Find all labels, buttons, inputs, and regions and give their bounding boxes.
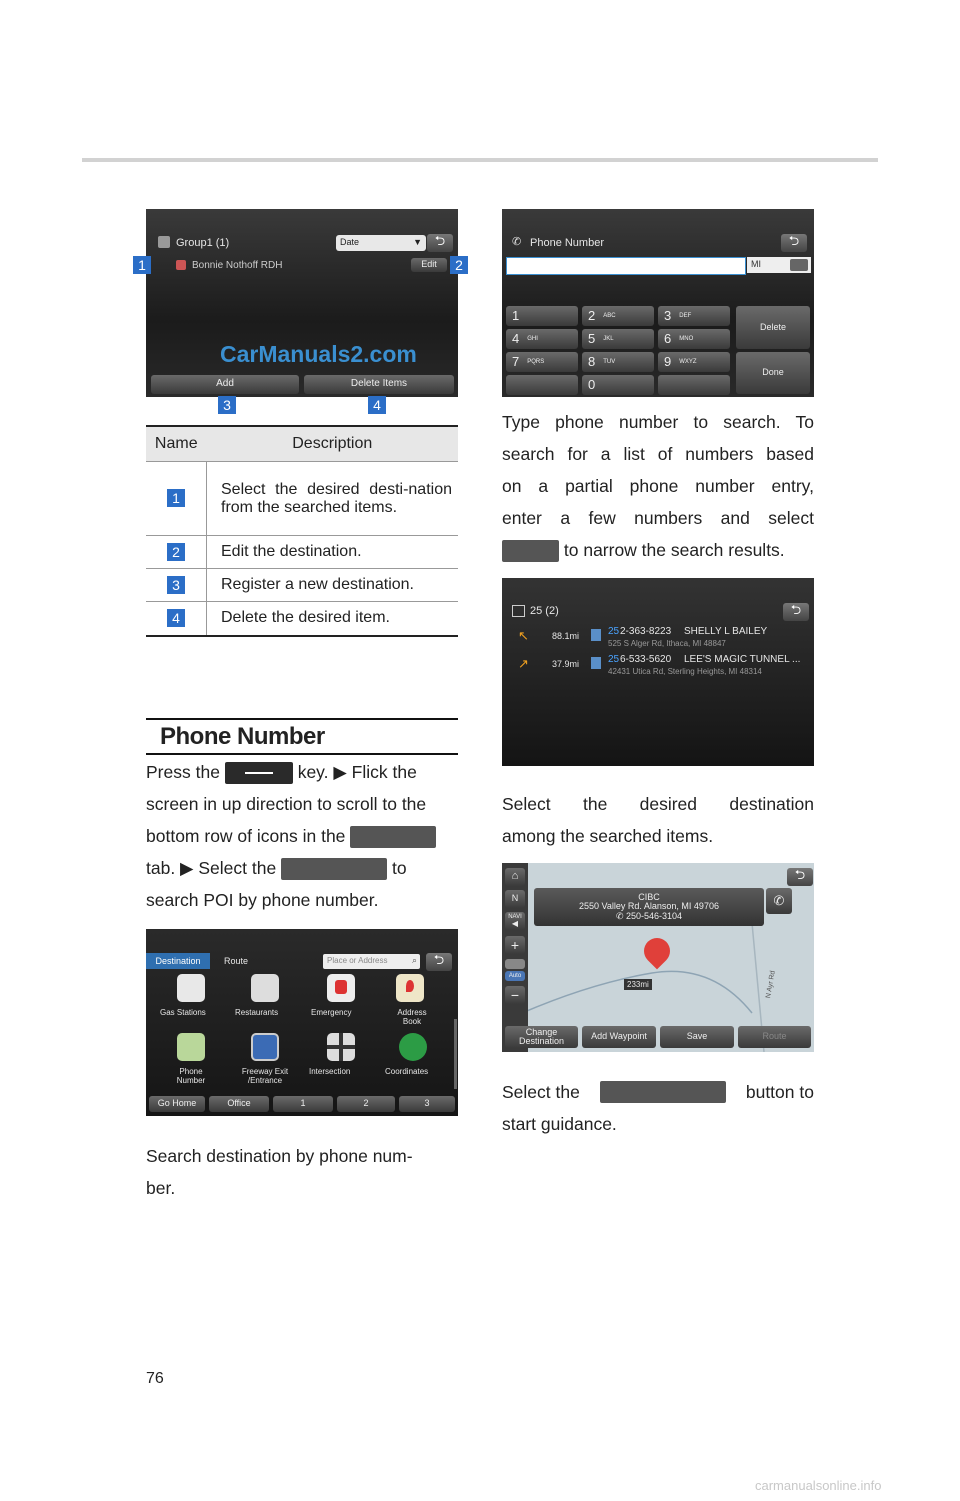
header-name: Name	[146, 426, 207, 462]
row-number: 3	[167, 576, 185, 594]
icon-label: Address Book	[397, 1008, 427, 1026]
right-instructions: Type phone number to search. To search for a list of numbers based on a partial phone number entry, enter a few numbers and select to narrow the search results.	[502, 406, 814, 566]
key-digit: 8	[588, 354, 596, 370]
row-number: 1	[167, 489, 185, 507]
callout-2: 2	[450, 256, 468, 274]
result-address: 42431 Utica Rd, Sterling Heights, MI 48314	[608, 667, 762, 676]
gas-station-icon[interactable]	[177, 974, 205, 1002]
back-icon[interactable]: ⮌	[427, 234, 453, 252]
road-label: N Ayr Rd	[765, 970, 777, 999]
icon-label: Freeway Exit /Entrance	[241, 1067, 289, 1085]
back-icon[interactable]: ⮌	[426, 953, 452, 971]
scrollbar[interactable]	[454, 1019, 457, 1089]
key-letters: JKL	[603, 335, 614, 342]
map-screen	[502, 863, 814, 1052]
result-distance: 88.1mi	[552, 631, 580, 641]
key-digit: 6	[664, 331, 672, 347]
coordinates-icon[interactable]	[399, 1033, 427, 1061]
tab-route[interactable]: Route	[224, 956, 249, 966]
home-icon[interactable]: ⌂	[505, 868, 525, 886]
keypad-key[interactable]	[658, 306, 730, 326]
back-icon[interactable]: ⮌	[781, 234, 807, 252]
distance-flag: 233mi	[624, 979, 652, 990]
key-digit: 7	[512, 354, 520, 370]
right-final-caption: Select the button to start guidance.	[502, 1082, 814, 1134]
key-letters: TUV	[603, 358, 616, 365]
office-button[interactable]: Office	[209, 1096, 269, 1112]
row-number: 2	[167, 543, 185, 561]
auto-zoom-button[interactable]: Auto	[505, 971, 525, 981]
route-key	[600, 1081, 726, 1103]
scale-indicator	[505, 959, 525, 969]
edit-button[interactable]: Edit	[411, 258, 447, 272]
keypad-key[interactable]	[506, 329, 578, 349]
back-icon[interactable]: ⮌	[787, 868, 813, 886]
navi-volume-button[interactable]: NAVI ◀	[505, 912, 525, 930]
key-letters: DEF	[679, 312, 692, 319]
table-header	[146, 426, 458, 462]
back-icon[interactable]: ⮌	[783, 603, 809, 621]
header-rule	[82, 158, 878, 162]
phone-type-icon	[591, 629, 601, 641]
result-name: LEE'S MAGIC TUNNEL ...	[684, 654, 801, 665]
shortcut-3-button[interactable]: 3	[399, 1096, 455, 1112]
phone-keypad-screen	[502, 209, 814, 397]
result-phone-prefix: 25	[608, 626, 620, 637]
left-instructions: Press the key. ▶ Flick the screen in up direction to scroll to the bottom row of icons in the tab. ▶ Select the to search POI by phone number.	[146, 756, 458, 916]
destination-tab-key	[350, 826, 436, 848]
add-button[interactable]: Add	[151, 375, 299, 394]
freeway-icon[interactable]	[251, 1033, 279, 1061]
right-caption: Select the desired destination among the searched items.	[502, 794, 814, 846]
address-book-screen	[146, 209, 458, 397]
phone-icon[interactable]	[177, 1033, 205, 1061]
search-results-screen	[502, 578, 814, 766]
zoom-in-button[interactable]: +	[505, 936, 525, 954]
done-key	[502, 540, 559, 562]
callout-1: 1	[133, 256, 151, 274]
delete-items-button[interactable]: Delete Items	[304, 375, 454, 394]
emergency-icon[interactable]	[327, 974, 355, 1002]
change-destination-button[interactable]: Change Destination	[505, 1026, 578, 1048]
watermark: CarManuals2.com	[220, 341, 417, 367]
place-phone: ✆ 250-546-3104	[615, 910, 683, 921]
keypad-key[interactable]	[506, 352, 578, 372]
section-title: Phone Number	[146, 718, 458, 755]
sort-dropdown[interactable]	[336, 235, 426, 251]
page-number: 76	[146, 1370, 164, 1387]
icon-label: Phone Number	[176, 1067, 206, 1085]
intersection-icon[interactable]	[327, 1033, 355, 1061]
speaker-icon: ◀	[511, 918, 519, 928]
list-icon	[512, 605, 525, 617]
phone-icon: ✆	[512, 236, 522, 248]
contact-name[interactable]: Bonnie Nothoff RDH	[192, 260, 283, 271]
table-row	[146, 602, 458, 636]
keypad-key[interactable]	[582, 352, 654, 372]
keypad-key[interactable]	[506, 306, 578, 326]
key-digit: 1	[512, 308, 520, 324]
icon-label: Restaurants	[235, 1008, 279, 1017]
row-number: 4	[167, 609, 185, 627]
row-description: Register a new destination.	[207, 569, 459, 602]
direction-arrow-icon: ↗	[518, 656, 529, 671]
shortcut-1-button[interactable]: 1	[273, 1096, 333, 1112]
icon-label: Gas Stations	[160, 1008, 206, 1017]
callout-3: 3	[218, 396, 236, 414]
delete-button[interactable]: Delete	[736, 306, 810, 349]
key-digit: 2	[588, 308, 596, 324]
place-info-panel[interactable]	[534, 888, 764, 926]
key-digit: 0	[588, 377, 596, 393]
key-letters: ABC	[603, 312, 616, 319]
destination-menu-screen	[146, 929, 458, 1116]
result-phone: 2-363-8223	[620, 626, 672, 637]
icon-label: Coordinates	[385, 1067, 429, 1076]
row-description: Delete the desired item.	[207, 602, 459, 636]
group-title: Group1 (1)	[176, 237, 230, 249]
screen-title: Phone Number	[530, 237, 604, 249]
footer-watermark: carmanualsonline.info	[755, 1478, 882, 1493]
keypad-key[interactable]	[658, 375, 730, 395]
sort-value: Date	[340, 237, 360, 248]
call-button[interactable]: ✆	[766, 888, 792, 914]
place-address: 2550 Valley Rd. Alanson, MI 49706	[579, 901, 719, 912]
shortcut-2-button[interactable]: 2	[337, 1096, 395, 1112]
chevron-down-icon: ▼	[413, 237, 422, 248]
place-name: CIBC	[638, 891, 660, 902]
add-waypoint-button[interactable]: Add Waypoint	[582, 1026, 656, 1048]
header-description: Description	[207, 426, 459, 462]
key-letters: MNO	[679, 335, 694, 342]
key-letters: GHI	[527, 335, 538, 342]
restaurant-icon[interactable]	[251, 974, 279, 1002]
phone-number-key	[281, 858, 387, 880]
save-button[interactable]: Save	[660, 1026, 734, 1048]
go-home-button[interactable]: Go Home	[149, 1096, 205, 1112]
row-description: Edit the destination.	[207, 536, 459, 569]
result-name: SHELLY L BAILEY	[684, 626, 768, 637]
keypad-key[interactable]	[658, 352, 730, 372]
folder-icon	[158, 236, 170, 248]
key-digit: 5	[588, 331, 596, 347]
keypad-key[interactable]	[658, 329, 730, 349]
key-digit: 3	[664, 308, 672, 324]
done-button[interactable]: Done	[736, 352, 810, 394]
keypad-key[interactable]	[582, 329, 654, 349]
keypad-key[interactable]	[582, 306, 654, 326]
description-table	[146, 425, 458, 637]
phone-type-icon	[591, 657, 601, 669]
contact-icon	[176, 260, 186, 270]
north-up-button[interactable]: N	[505, 890, 525, 908]
keypad-key[interactable]	[506, 375, 578, 395]
key-digit: 4	[512, 331, 520, 347]
route-button[interactable]: Route	[738, 1026, 811, 1048]
address-book-icon[interactable]	[396, 974, 424, 1002]
nav-key	[225, 762, 293, 784]
result-phone: 6-533-5620	[620, 654, 672, 665]
phone-icon: ✆	[615, 910, 626, 921]
tab-destination[interactable]: Destination	[146, 953, 210, 969]
icon-label: Emergency	[311, 1008, 352, 1017]
state-button[interactable]	[790, 259, 808, 271]
row-description: Select the desired desti-nation from the searched items.	[207, 462, 459, 536]
phone-input[interactable]	[506, 257, 746, 275]
callout-4: 4	[368, 396, 386, 414]
table-row	[146, 536, 458, 569]
keypad-key[interactable]	[582, 375, 654, 395]
zoom-out-button[interactable]: −	[505, 986, 525, 1004]
screen-title: 25 (2)	[530, 605, 559, 617]
result-phone-prefix: 25	[608, 654, 620, 665]
state-select[interactable]: MI	[747, 257, 811, 273]
search-input[interactable]: Place or Address ⌕	[323, 954, 420, 969]
table-row	[146, 462, 458, 536]
icon-label: Intersection	[309, 1067, 351, 1076]
left-caption: Search destination by phone num- ber.	[146, 1146, 413, 1198]
key-letters: WXYZ	[679, 358, 697, 365]
table-row	[146, 569, 458, 602]
search-icon: ⌕	[411, 955, 417, 965]
direction-arrow-icon: ↖	[518, 628, 529, 643]
key-letters: PQRS	[527, 358, 545, 365]
result-address: 525 S Alger Rd, Ithaca, MI 48847	[608, 639, 726, 648]
result-distance: 37.9mi	[552, 659, 580, 669]
key-digit: 9	[664, 354, 672, 370]
